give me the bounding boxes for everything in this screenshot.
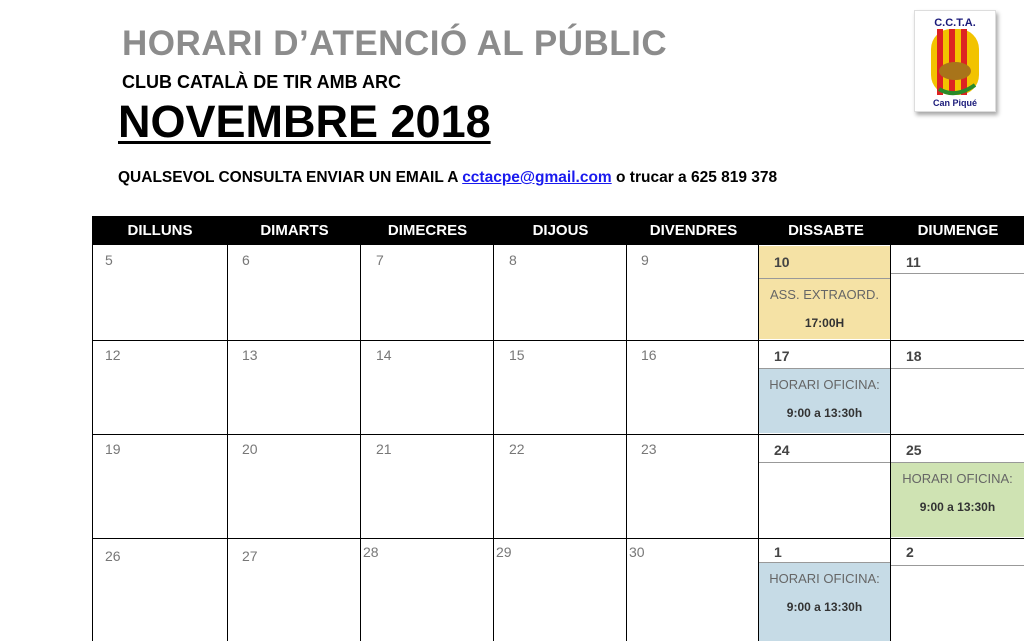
grid-line [626, 245, 627, 641]
email-link[interactable]: cctacpe@gmail.com [462, 169, 612, 186]
day-number: 17 [774, 348, 790, 364]
weekday-header: DISSABTE [788, 222, 864, 239]
event-label: HORARI OFICINA: [769, 377, 880, 392]
day-number: 28 [363, 544, 379, 560]
day-number: 29 [496, 544, 512, 560]
event-label: ASS. EXTRAORD. [769, 287, 880, 302]
divider [759, 368, 890, 369]
day-number: 6 [242, 252, 250, 268]
divider [891, 273, 1024, 274]
day-number: 18 [906, 348, 922, 364]
weekday-header: DIUMENGE [917, 222, 999, 239]
event-time: 9:00 a 13:30h [786, 406, 863, 420]
grid-line [758, 245, 759, 641]
weekday-header: DILLUNS [127, 222, 193, 239]
event-office-hours [759, 563, 890, 641]
event-label: HORARI OFICINA: [769, 571, 880, 586]
day-number: 8 [509, 252, 517, 268]
day-number: 2 [906, 544, 914, 560]
day-number: 27 [242, 548, 258, 564]
divider [891, 368, 1024, 369]
day-number: 12 [105, 347, 121, 363]
logo-image [915, 11, 995, 111]
day-number: 9 [641, 252, 649, 268]
grid-line [92, 434, 1024, 435]
divider [891, 462, 1024, 463]
day-number: 20 [242, 441, 258, 457]
club-logo [914, 10, 996, 112]
day-number: 16 [641, 347, 657, 363]
event-time: 17:00H [804, 316, 845, 330]
weekday-header: DIVENDRES [649, 222, 738, 239]
day-number: 25 [906, 442, 922, 458]
month-title: NOVEMBRE 2018 [118, 96, 491, 147]
event-time: 9:00 a 13:30h [919, 500, 996, 514]
day-number: 22 [509, 441, 525, 457]
grid-line [360, 245, 361, 641]
grid-line [92, 340, 1024, 341]
divider [891, 565, 1024, 566]
day-number: 14 [376, 347, 392, 363]
event-office-hours [891, 463, 1024, 537]
day-number: 26 [105, 548, 121, 564]
contact-prefix: QUALSEVOL CONSULTA ENVIAR UN EMAIL A [118, 169, 458, 186]
calendar [92, 216, 1024, 641]
page-title: HORARI D’ATENCIÓ AL PÚBLIC [122, 24, 668, 63]
weekday-header: DIMARTS [260, 222, 329, 239]
grid-line [92, 245, 93, 641]
contact-line [118, 169, 777, 187]
day-number: 19 [105, 441, 121, 457]
day-number: 23 [641, 441, 657, 457]
day-number: 30 [629, 544, 645, 560]
day-number: 13 [242, 347, 258, 363]
divider [759, 562, 890, 563]
club-name: CLUB CATALÀ DE TIR AMB ARC [122, 72, 401, 92]
grid-line [227, 245, 228, 641]
day-number: 15 [509, 347, 525, 363]
contact-suffix: o trucar a 625 819 378 [616, 169, 778, 186]
event-office-hours [759, 369, 890, 433]
day-number: 1 [774, 544, 782, 560]
calendar-header [92, 216, 1024, 245]
event-time: 9:00 a 13:30h [786, 600, 863, 614]
day-number: 24 [774, 442, 790, 458]
day-number: 7 [376, 252, 384, 268]
svg-text:Can Piqué: Can Piqué [932, 98, 978, 108]
event-label: HORARI OFICINA: [902, 471, 1013, 486]
day-number: 11 [906, 254, 921, 270]
weekday-header: DIMECRES [387, 222, 468, 239]
divider [759, 462, 890, 463]
event-assembly [759, 279, 890, 339]
day-number: 21 [376, 441, 392, 457]
divider [759, 278, 890, 279]
svg-text:C.C.T.A.: C.C.T.A. [934, 17, 976, 29]
weekday-header: DIJOUS [532, 222, 589, 239]
grid-line [890, 245, 891, 641]
day-number: 10 [774, 254, 790, 270]
day-number: 5 [105, 252, 113, 268]
grid-line [92, 538, 1024, 539]
grid-line [493, 245, 494, 641]
